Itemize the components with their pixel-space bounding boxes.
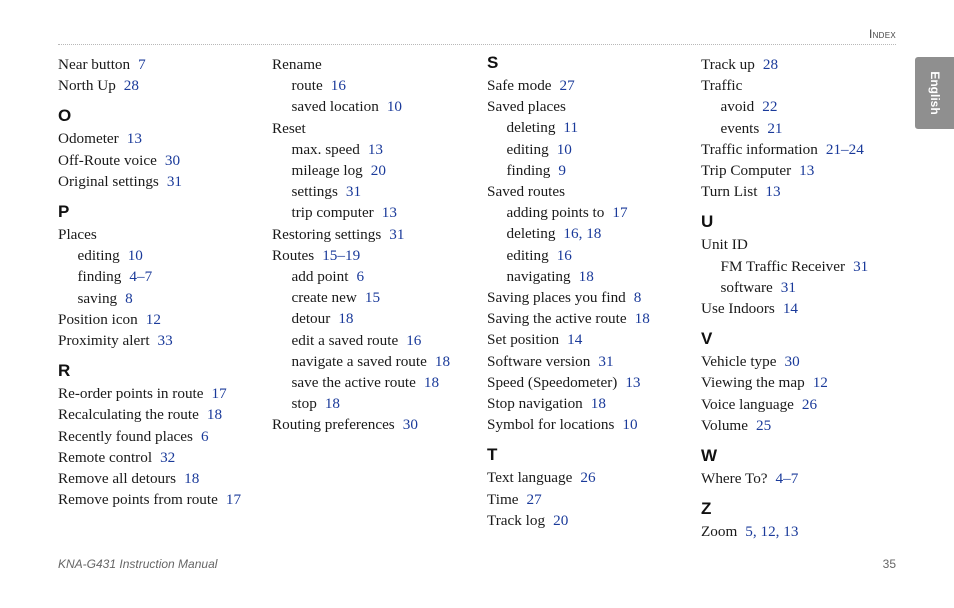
page-reference-link[interactable]: 22	[762, 98, 778, 116]
index-subentry	[272, 287, 482, 308]
index-term: Restoring settings	[272, 225, 382, 243]
index-term: avoid	[720, 98, 755, 116]
page-reference-link[interactable]: 33	[157, 332, 173, 350]
index-subentry	[272, 139, 482, 160]
page-reference-link[interactable]: 20	[370, 162, 386, 180]
index-letter-heading: V	[701, 329, 713, 349]
index-term: Places	[58, 226, 97, 244]
header-section-title: Index	[868, 27, 896, 41]
index-term: Routing preferences	[272, 416, 395, 434]
index-entry	[487, 308, 697, 329]
index-term: Saved places	[487, 98, 566, 116]
index-term: stop	[291, 395, 317, 413]
index-entry	[272, 224, 482, 245]
index-entry	[58, 150, 268, 171]
index-entry	[272, 245, 482, 266]
index-term: settings	[291, 183, 338, 201]
page-reference-link[interactable]: 14	[567, 331, 583, 349]
index-term: Where To?	[701, 470, 768, 488]
index-letter-heading: R	[58, 361, 71, 381]
index-term: Proximity alert	[58, 332, 150, 350]
index-term: Near button	[58, 56, 131, 73]
page-reference-link[interactable]: 8	[633, 289, 642, 307]
index-subentry	[701, 96, 911, 117]
page-reference-link[interactable]: 10	[386, 98, 402, 116]
page-reference-link[interactable]: 27	[559, 77, 575, 94]
page-reference-link[interactable]: 7	[138, 56, 146, 73]
index-subentry	[272, 96, 482, 117]
index-entry	[487, 489, 697, 510]
index-entry	[58, 224, 268, 245]
index-letter-heading: O	[58, 106, 72, 126]
page-reference-link[interactable]: 11	[563, 119, 579, 137]
index-letter-heading: S	[487, 53, 499, 72]
index-entry	[701, 54, 911, 75]
index-entry	[58, 489, 268, 510]
index-entry	[701, 372, 911, 393]
index-entry	[701, 394, 911, 415]
page-reference-link[interactable]: 28	[123, 77, 139, 95]
index-subentry	[272, 351, 482, 372]
index-entry	[487, 75, 697, 96]
page-reference-link[interactable]: 6	[356, 268, 365, 286]
page-reference-link[interactable]: 18	[634, 310, 650, 328]
index-term: Zoom	[701, 523, 738, 541]
index-term: Text language	[487, 469, 573, 487]
index-term: deleting	[506, 225, 556, 243]
index-subentry	[272, 330, 482, 351]
page-reference-link[interactable]: 13	[381, 204, 397, 222]
index-term: Time	[487, 490, 519, 508]
index-term: Symbol for locations	[487, 416, 615, 434]
index-subentry	[272, 266, 482, 287]
index-entry	[487, 467, 697, 488]
page-reference-link[interactable]: 30	[402, 416, 418, 434]
index-subentry	[272, 160, 482, 181]
index-term: Recalculating the route	[58, 406, 199, 424]
index-subentry	[487, 202, 697, 223]
index-entry	[701, 351, 911, 372]
footer-manual-title: KNA-G431 Instruction Manual	[58, 557, 218, 571]
page-reference-link[interactable]: 4–7	[775, 470, 799, 488]
page-reference-link[interactable]: 18	[324, 395, 341, 413]
page-reference-link[interactable]: 13	[126, 130, 142, 148]
page-reference-link[interactable]: 12	[145, 310, 161, 328]
index-term: Off-Route voice	[58, 151, 157, 169]
page-reference-link[interactable]: 31	[598, 352, 614, 370]
index-term: Traffic	[701, 77, 743, 95]
index-term: navigate a saved route	[291, 352, 427, 370]
index-term: Remove all detours	[58, 470, 177, 488]
page-reference-link[interactable]: 18	[206, 406, 223, 424]
index-entry	[701, 521, 911, 542]
index-subentry	[701, 277, 911, 298]
index-term: editing	[506, 140, 549, 158]
index-term: adding points to	[506, 204, 605, 222]
page-reference-link[interactable]: 18	[434, 352, 451, 370]
page-reference-link[interactable]: 21	[767, 119, 783, 137]
page-reference-link[interactable]: 31	[389, 225, 405, 243]
index-term: Software version	[487, 352, 591, 370]
index-entry	[701, 139, 911, 160]
index-term: Voice language	[701, 395, 794, 413]
index-subentry	[58, 288, 268, 309]
index-term: trip computer	[291, 204, 374, 222]
index-subentry	[58, 245, 268, 266]
page-reference-link[interactable]: 6	[200, 427, 209, 445]
index-term: Routes	[272, 246, 315, 264]
page-reference-link[interactable]: 8	[125, 289, 133, 307]
page-reference-link[interactable]: 30	[164, 151, 181, 169]
page-reference-link[interactable]: 17	[211, 385, 227, 403]
index-column-2	[272, 54, 482, 436]
index-column-3	[487, 54, 697, 531]
index-term: Turn List	[701, 183, 758, 201]
page-reference-link[interactable]: 18	[578, 267, 594, 285]
index-term: detour	[291, 310, 331, 328]
page-reference-link[interactable]: 4–7	[129, 268, 153, 286]
page-reference-link[interactable]: 18	[338, 310, 354, 328]
index-term: software	[720, 278, 773, 296]
page-reference-link[interactable]: 27	[526, 490, 542, 508]
index-entry	[58, 426, 268, 447]
index-entry	[272, 414, 482, 435]
index-term: Track up	[701, 56, 755, 73]
index-subentry	[487, 266, 697, 287]
index-entry	[272, 118, 482, 139]
page-reference-link[interactable]: 14	[782, 300, 799, 318]
index-term: max. speed	[291, 140, 360, 158]
index-entry	[701, 160, 911, 181]
index-subentry	[272, 393, 482, 414]
page-reference-link[interactable]: 31	[166, 172, 183, 190]
index-term: navigating	[506, 267, 571, 285]
index-term: add point	[291, 268, 349, 286]
page-reference-link[interactable]: 16, 18	[563, 225, 602, 243]
index-term: Odometer	[58, 130, 119, 148]
index-term: Traffic information	[701, 140, 818, 158]
index-term: save the active route	[291, 374, 416, 392]
index-letter-heading: Z	[701, 499, 712, 519]
index-term: saving	[77, 289, 118, 307]
page-reference-link[interactable]: 15–19	[322, 246, 361, 264]
index-term: saved location	[291, 98, 379, 116]
index-term: Set position	[487, 331, 560, 349]
language-tab-label: English	[927, 71, 942, 115]
index-term: finding	[506, 161, 551, 179]
page-reference-link[interactable]: 17	[225, 491, 242, 509]
index-term: Saving places you find	[487, 289, 626, 307]
index-term: mileage log	[291, 162, 363, 180]
page-reference-link[interactable]: 18	[590, 395, 606, 413]
index-subentry	[487, 223, 697, 244]
index-term: Original settings	[58, 172, 159, 190]
index-term: editing	[506, 246, 549, 264]
index-term: Safe mode	[487, 77, 552, 94]
page-reference-link[interactable]: 5, 12, 13	[745, 523, 799, 541]
page-reference-link[interactable]: 31	[853, 257, 869, 275]
index-subentry	[272, 308, 482, 329]
page-reference-link[interactable]: 26	[801, 395, 818, 413]
page-reference-link[interactable]: 10	[127, 247, 143, 265]
index-term: Saving the active route	[487, 310, 627, 328]
page-reference-link[interactable]: 26	[580, 469, 596, 487]
index-letter-heading: W	[701, 446, 718, 466]
index-column-4	[701, 54, 911, 542]
index-term: Trip Computer	[701, 162, 792, 180]
page-reference-link[interactable]: 31	[780, 278, 796, 296]
index-entry	[58, 128, 268, 149]
index-entry	[487, 181, 697, 202]
index-term: FM Traffic Receiver	[720, 257, 846, 275]
index-subentry	[272, 372, 482, 393]
index-term: Track log	[487, 511, 546, 529]
index-term: edit a saved route	[291, 331, 399, 349]
index-column-1	[58, 54, 268, 510]
index-entry	[58, 171, 268, 192]
index-entry	[487, 510, 697, 531]
index-entry	[272, 54, 482, 75]
page-reference-link[interactable]: 28	[762, 56, 779, 73]
index-term: North Up	[58, 77, 116, 95]
page-reference-link[interactable]: 18	[184, 470, 200, 488]
index-term: Reset	[272, 119, 306, 137]
page-reference-link[interactable]: 32	[160, 448, 176, 466]
index-term: create new	[291, 289, 357, 307]
page-reference-link[interactable]: 31	[345, 183, 362, 201]
index-letter-heading: U	[701, 212, 714, 232]
index-entry	[487, 414, 697, 435]
index-subentry	[701, 118, 911, 139]
index-entry	[487, 329, 697, 350]
index-entry	[58, 309, 268, 330]
page-reference-link[interactable]: 18	[423, 374, 440, 392]
index-letter-heading: T	[487, 445, 498, 465]
language-tab	[915, 57, 954, 129]
page-reference-link[interactable]: 20	[553, 511, 569, 529]
page-reference-link[interactable]: 25	[755, 416, 772, 434]
index-letter-heading: P	[58, 202, 70, 222]
page-reference-link[interactable]: 30	[784, 353, 800, 371]
index-entry	[487, 287, 697, 308]
index-subentry	[272, 181, 482, 202]
index-term: Use Indoors	[701, 300, 775, 318]
index-term: Remove points from route	[58, 491, 218, 509]
index-entry	[487, 372, 697, 393]
index-entry	[58, 330, 268, 351]
page-reference-link[interactable]: 12	[812, 374, 828, 392]
page-reference-link[interactable]: 10	[622, 416, 638, 434]
page-reference-link[interactable]: 10	[556, 140, 572, 158]
index-term: Recently found places	[58, 427, 193, 445]
index-entry	[701, 415, 911, 436]
index-term: Position icon	[58, 310, 138, 328]
index-entry	[58, 468, 268, 489]
index-entry	[58, 383, 268, 404]
index-entry	[701, 298, 911, 319]
index-subentry	[487, 160, 697, 181]
page-reference-link[interactable]: 16	[556, 246, 572, 264]
index-entry	[487, 351, 697, 372]
index-term: Stop navigation	[487, 395, 583, 413]
index-term: Vehicle type	[701, 353, 777, 371]
page-reference-link[interactable]: 9	[558, 161, 566, 179]
index-term: deleting	[506, 119, 556, 137]
index-term: Re-order points in route	[58, 385, 204, 403]
index-subentry	[272, 202, 482, 223]
index-subentry	[272, 75, 482, 96]
index-term: events	[720, 119, 760, 137]
index-entry	[58, 54, 268, 75]
page-reference-link[interactable]: 13	[625, 373, 641, 391]
index-entry	[701, 234, 911, 255]
index-entry	[58, 75, 268, 96]
index-entry	[487, 96, 697, 117]
index-term: Saved routes	[487, 183, 566, 201]
page-reference-link[interactable]: 15	[364, 289, 381, 307]
index-subentry	[701, 256, 911, 277]
index-entry	[487, 393, 697, 414]
index-term: finding	[77, 268, 122, 286]
index-entry	[701, 468, 911, 489]
index-term: Rename	[272, 56, 322, 73]
header-divider	[58, 44, 896, 45]
index-term: Viewing the map	[701, 374, 805, 392]
index-term: Remote control	[58, 448, 153, 466]
index-entry	[701, 75, 911, 96]
page-reference-link[interactable]: 13	[367, 140, 384, 158]
index-term: Unit ID	[701, 236, 748, 254]
index-term: Volume	[701, 416, 748, 434]
index-term: route	[291, 77, 323, 95]
index-term: Speed (Speedometer)	[487, 373, 618, 391]
index-subentry	[487, 139, 697, 160]
page-reference-link[interactable]: 13	[799, 162, 815, 180]
index-subentry	[487, 245, 697, 266]
page-reference-link[interactable]: 21–24	[825, 140, 864, 158]
index-entry	[58, 447, 268, 468]
index-entry	[58, 404, 268, 425]
page-reference-link[interactable]: 13	[765, 183, 781, 201]
index-term: editing	[77, 247, 120, 265]
page-reference-link[interactable]: 17	[612, 204, 628, 222]
index-subentry	[58, 266, 268, 287]
index-subentry	[487, 117, 697, 138]
footer-page-number: 35	[882, 557, 896, 571]
index-entry	[701, 181, 911, 202]
page-reference-link[interactable]: 16	[330, 77, 346, 95]
page-reference-link[interactable]: 16	[406, 331, 422, 349]
